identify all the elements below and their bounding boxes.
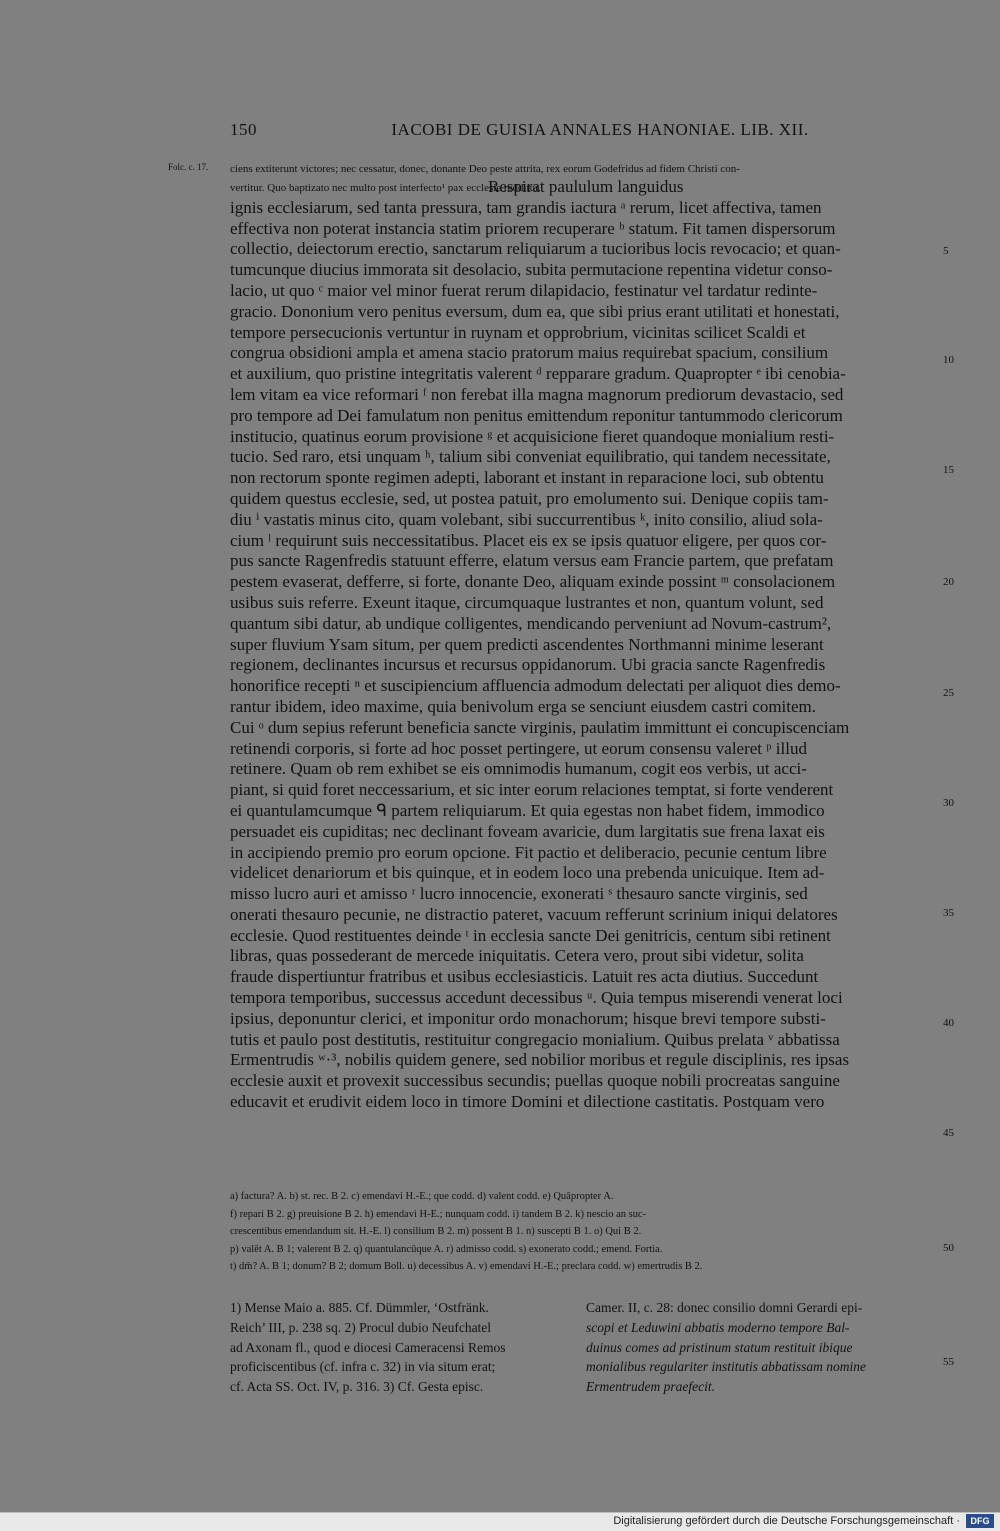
text-line: collectio, deiectorum erectio, sanctarum reliquiarum a tucioribus locis revocacio; et quan- (230, 239, 841, 259)
text-line: lacio, ut quo ᶜ maior vel minor fuerat rerum dilapidacio, festinatur vel tardatur redinte- (230, 280, 818, 300)
text-line: pro tempore ad Dei famulatum non penitus emittendum reponitur tantummodo clericorum (230, 405, 843, 425)
footer-credit-text: Digitalisierung gefördert durch die Deutsche Forschungsgemeinschaft · (613, 1515, 960, 1527)
text-line: tucio. Sed raro, etsi unquam ʰ, talium sibi conveniat equilibratio, qui tandem necessitate, (230, 447, 831, 467)
text-line: videlicet denariorum et bis quinque, et in eodem loco una prebenda unicuique. Item ad- (230, 863, 825, 883)
margin-note: Folc. c. 17. (168, 162, 209, 172)
footnotes-left-column (230, 1298, 580, 1397)
text-line: Cui ᵒ dum sepius referunt beneficia sancte virginis, paulatim immittunt ei concupiscenciam (230, 717, 850, 737)
page-number: 150 (230, 120, 257, 139)
line-number: 40 (943, 1017, 954, 1029)
apparatus-line: p) valēt A. B 1; valerent B 2. q) quantulancūque A. r) admisso codd. s) exonerato codd.; emend. Fortia. (230, 1243, 663, 1255)
footnote-line: 1) Mense Maio a. 885. Cf. Dümmler, ‘Ostfränk. (230, 1300, 489, 1315)
text-line: retinere. Quam ob rem exhibet se eis omnimodis humanum, cogit eos verbis, ut acci- (230, 759, 807, 779)
text-line: non rectorum sponte regimen adepti, laborant et instant in reparacione loci, sub obtentu (230, 468, 824, 488)
line-number: 50 (943, 1242, 954, 1254)
footnote-line: Camer. II, c. 28: donec consilio domni Gerardi epi- (586, 1300, 863, 1315)
text-line: piant, si quid foret neccessarium, et sic inter eorum relaciones temptat, si forte venderent (230, 780, 834, 800)
footnote-line: scopi et Leduwini abbatis moderno tempore Bal- (586, 1319, 850, 1335)
line-number: 30 (943, 797, 954, 809)
text-line: retinendi corporis, si forte ad hoc posset pertingere, ut eorum consensu valeret ᵖ illud (230, 738, 807, 758)
text-line: educavit et erudivit eidem loco in timore Domini et dilectione castitatis. Postquam vero (230, 1092, 825, 1112)
text-fragment: vertitur. Quo baptizato nec multo post interfecto¹ pax ecclesie redditur. (230, 182, 541, 194)
running-title: IACOBI DE GUISIA ANNALES HANONIAE. LIB. XII. (391, 120, 809, 139)
line-number: 55 (943, 1356, 954, 1368)
footnote-line: Reich’ III, p. 238 sq. 2) Procul dubio Neufchatel (230, 1319, 492, 1335)
page-header (230, 120, 930, 144)
text-line: ecclesie. Quod restituentes deinde ᵗ in ecclesia sancte Dei genitricis, centum sibi retinent (230, 925, 831, 945)
text-line: honorifice recepti ⁿ et suscipiencium affluencia admodum delectati per aliquot dies demo- (230, 676, 841, 696)
text-line: ei quantulamcumque ᑫ partem reliquiarum. Et quia egestas non habet fidem, immodico (230, 800, 825, 820)
apparatus-line: crescentibus emendandum sit. H.-E. l) consilium B 2. m) possent B 1. n) suscepti B 1. o) Qui B 2. (230, 1226, 642, 1237)
text-line: institucio, quatinus eorum provisione ᵍ et acquisicione fieret quandoque monialium resti- (230, 426, 835, 446)
footnote-line: cf. Acta SS. Oct. IV, p. 316. 3) Cf. Gesta episc. (230, 1379, 484, 1395)
text-line: tempora temporibus, successus accedunt decessibus ᵘ. Quia tempus miserendi venerat loci (230, 988, 843, 1008)
line-number: 25 (943, 687, 954, 699)
text-line: regionem, declinantes incursus et recursus oppidanorum. Ubi gracia sancte Ragenfredis (230, 655, 826, 675)
line-number: 35 (943, 907, 954, 919)
footnote-line: duinus comes ad pristinum statum restituit ibique (586, 1339, 853, 1355)
text-line: onerati thesauro pecunie, ne distractio pateret, vacuum refferunt scrinium iniqui delatores (230, 904, 838, 924)
text-line: misso lucro auri et amisso ʳ lucro innocencie, exonerati ˢ thesauro sancte virginis, sed (230, 884, 808, 904)
line-number: 45 (943, 1127, 954, 1139)
digitization-footer (0, 1512, 1000, 1531)
main-text (230, 177, 936, 1113)
text-line: pus sancte Ragenfredis statuunt efferre, elatum versus eam Francie partem, que prefatam (230, 551, 834, 571)
text-line: tempore persecucionis vertuntur in ruynam et opprobrium, vicinitas scilicet Scaldi et (230, 322, 806, 342)
dfg-logo-icon: DFG (966, 1514, 994, 1528)
critical-apparatus (230, 1188, 936, 1276)
text-line: Respirat paululum languidus (488, 177, 684, 196)
text-line: quantum sibi datur, ab undique colligentes, mendicando perveniunt ad Novum-castrum², (230, 613, 832, 633)
text-line: libras, quas possederant de mercede iniquitatis. Cetera vero, prout sibi videtur, solita (230, 946, 804, 966)
text-line: quidem questus ecclesie, sed, ut postea patuit, pro emolumento sui. Denique copiis tam- (230, 488, 829, 508)
text-line: lem vitam ea vice reformari ᶠ non ferebat illa magna magnorum prediorum devastacio, sed (230, 384, 844, 404)
text-line: et auxilium, quo pristine integritatis valerent ᵈ repparare gradum. Quapropter ᵉ ibi cenobia- (230, 364, 846, 384)
text-line: persuadet eis cupiditas; nec declinant foveam avaricie, dum largitatis sue frena laxat eis (230, 821, 825, 841)
text-line: diu ⁱ vastatis minus cito, quam volebant, sibi succurrentibus ᵏ, inito consilio, aliud sola- (230, 509, 823, 529)
line-number: 5 (943, 245, 949, 257)
line-number: 10 (943, 354, 954, 366)
apparatus-line: f) repari B 2. g) preuisione B 2. h) emendavi H-E.; nunquam codd. i) tandem B 2. k) nescio an suc- (230, 1208, 647, 1220)
text-line: congrua obsidioni ampla et amena stacio pratorum maius requirebat spacium, consilium (230, 343, 829, 363)
apparatus-line: a) factura? A. b) st. rec. B 2. c) emendavi H.-E.; que codd. d) valent codd. e) Quāpropter A. (230, 1191, 614, 1202)
text-line: cium ˡ requirunt suis neccessitatibus. Placet eis ex se ipsis quatuor eligere, per quos cor- (230, 530, 827, 550)
line-number: 15 (943, 464, 954, 476)
text-line: ciens extiterunt victores; nec cessatur, donec, donante Deo peste attrita, rex eorum Godefridus ad fidem Christi con- (230, 163, 740, 175)
text-line: ipsius, deponuntur clerici, et imponitur ordo monachorum; hisque brevi tempore substi- (230, 1008, 826, 1028)
text-line: tumcunque diucius immorata sit desolacio, subita permutacione repentina videtur conso- (230, 260, 833, 280)
text-line: pestem evaserat, defferre, si forte, donante Deo, aliquam exinde possint ᵐ consolacionem (230, 572, 836, 592)
text-line: usibus suis referre. Exeunt itaque, circumquaque lustrantes et non, quantum volunt, sed (230, 592, 824, 612)
text-line: rantur ibidem, ideo maxime, quia benivolum erga se senciunt eiusdem castri comitem. (230, 696, 817, 716)
footer-divider (0, 1512, 1000, 1513)
text-line: Ermentrudis ʷ·³, nobilis quidem genere, sed nobilior moribus et regule disciplinis, res ipsas (230, 1050, 850, 1070)
text-line: fraude dispertiuntur fratribus et usibus ecclesiasticis. Latuit res acta diutius. Succedunt (230, 967, 819, 987)
footnotes-right-column (586, 1298, 936, 1397)
text-line: tutis et paulo post destitutis, restituitur congregacio monialium. Quibus prelata ᵛ abbatissa (230, 1029, 840, 1049)
text-line: ecclesie auxit et provexit successibus secundis; puellas quoque nobili procreatas sanguine (230, 1071, 840, 1091)
line-number: 20 (943, 576, 954, 588)
text-line: ignis ecclesiarum, sed tanta pressura, tam grandis iactura ᵃ rerum, licet affectiva, tamen (230, 197, 822, 217)
text-line: gracio. Dononium vero penitus eversum, dum ea, que sibi prius erant utilitati et honestati, (230, 301, 840, 321)
footnote-line: monialibus regulariter institutis abbatissam nomine (586, 1359, 867, 1375)
text-line: in accipiendo premio pro eorum opcione. Fit pactio et deliberacio, pecunie centum libre (230, 842, 827, 862)
apparatus-line: t) dm̄? A. B 1; donum? B 2; domum Boll. u) decessibus A. v) emendavi H.-E.; preclara codd. w) emertrudis B 2. (230, 1261, 703, 1272)
footnote-line: Ermentrudem praefecit. (586, 1379, 715, 1395)
text-line: super fluvium Ysam situm, per quem predicti ascendentes Northmanni minime leserant (230, 634, 824, 654)
footnote-line: proficiscentibus (cf. infra c. 32) in via situm erat; (230, 1359, 496, 1375)
footnote-line: ad Axonam fl., quod e diocesi Cameracensi Remos (230, 1339, 506, 1355)
text-line: effectiva non poterat instancia statim priorem recuperare ᵇ statum. Fit tamen dispersorum (230, 218, 836, 238)
